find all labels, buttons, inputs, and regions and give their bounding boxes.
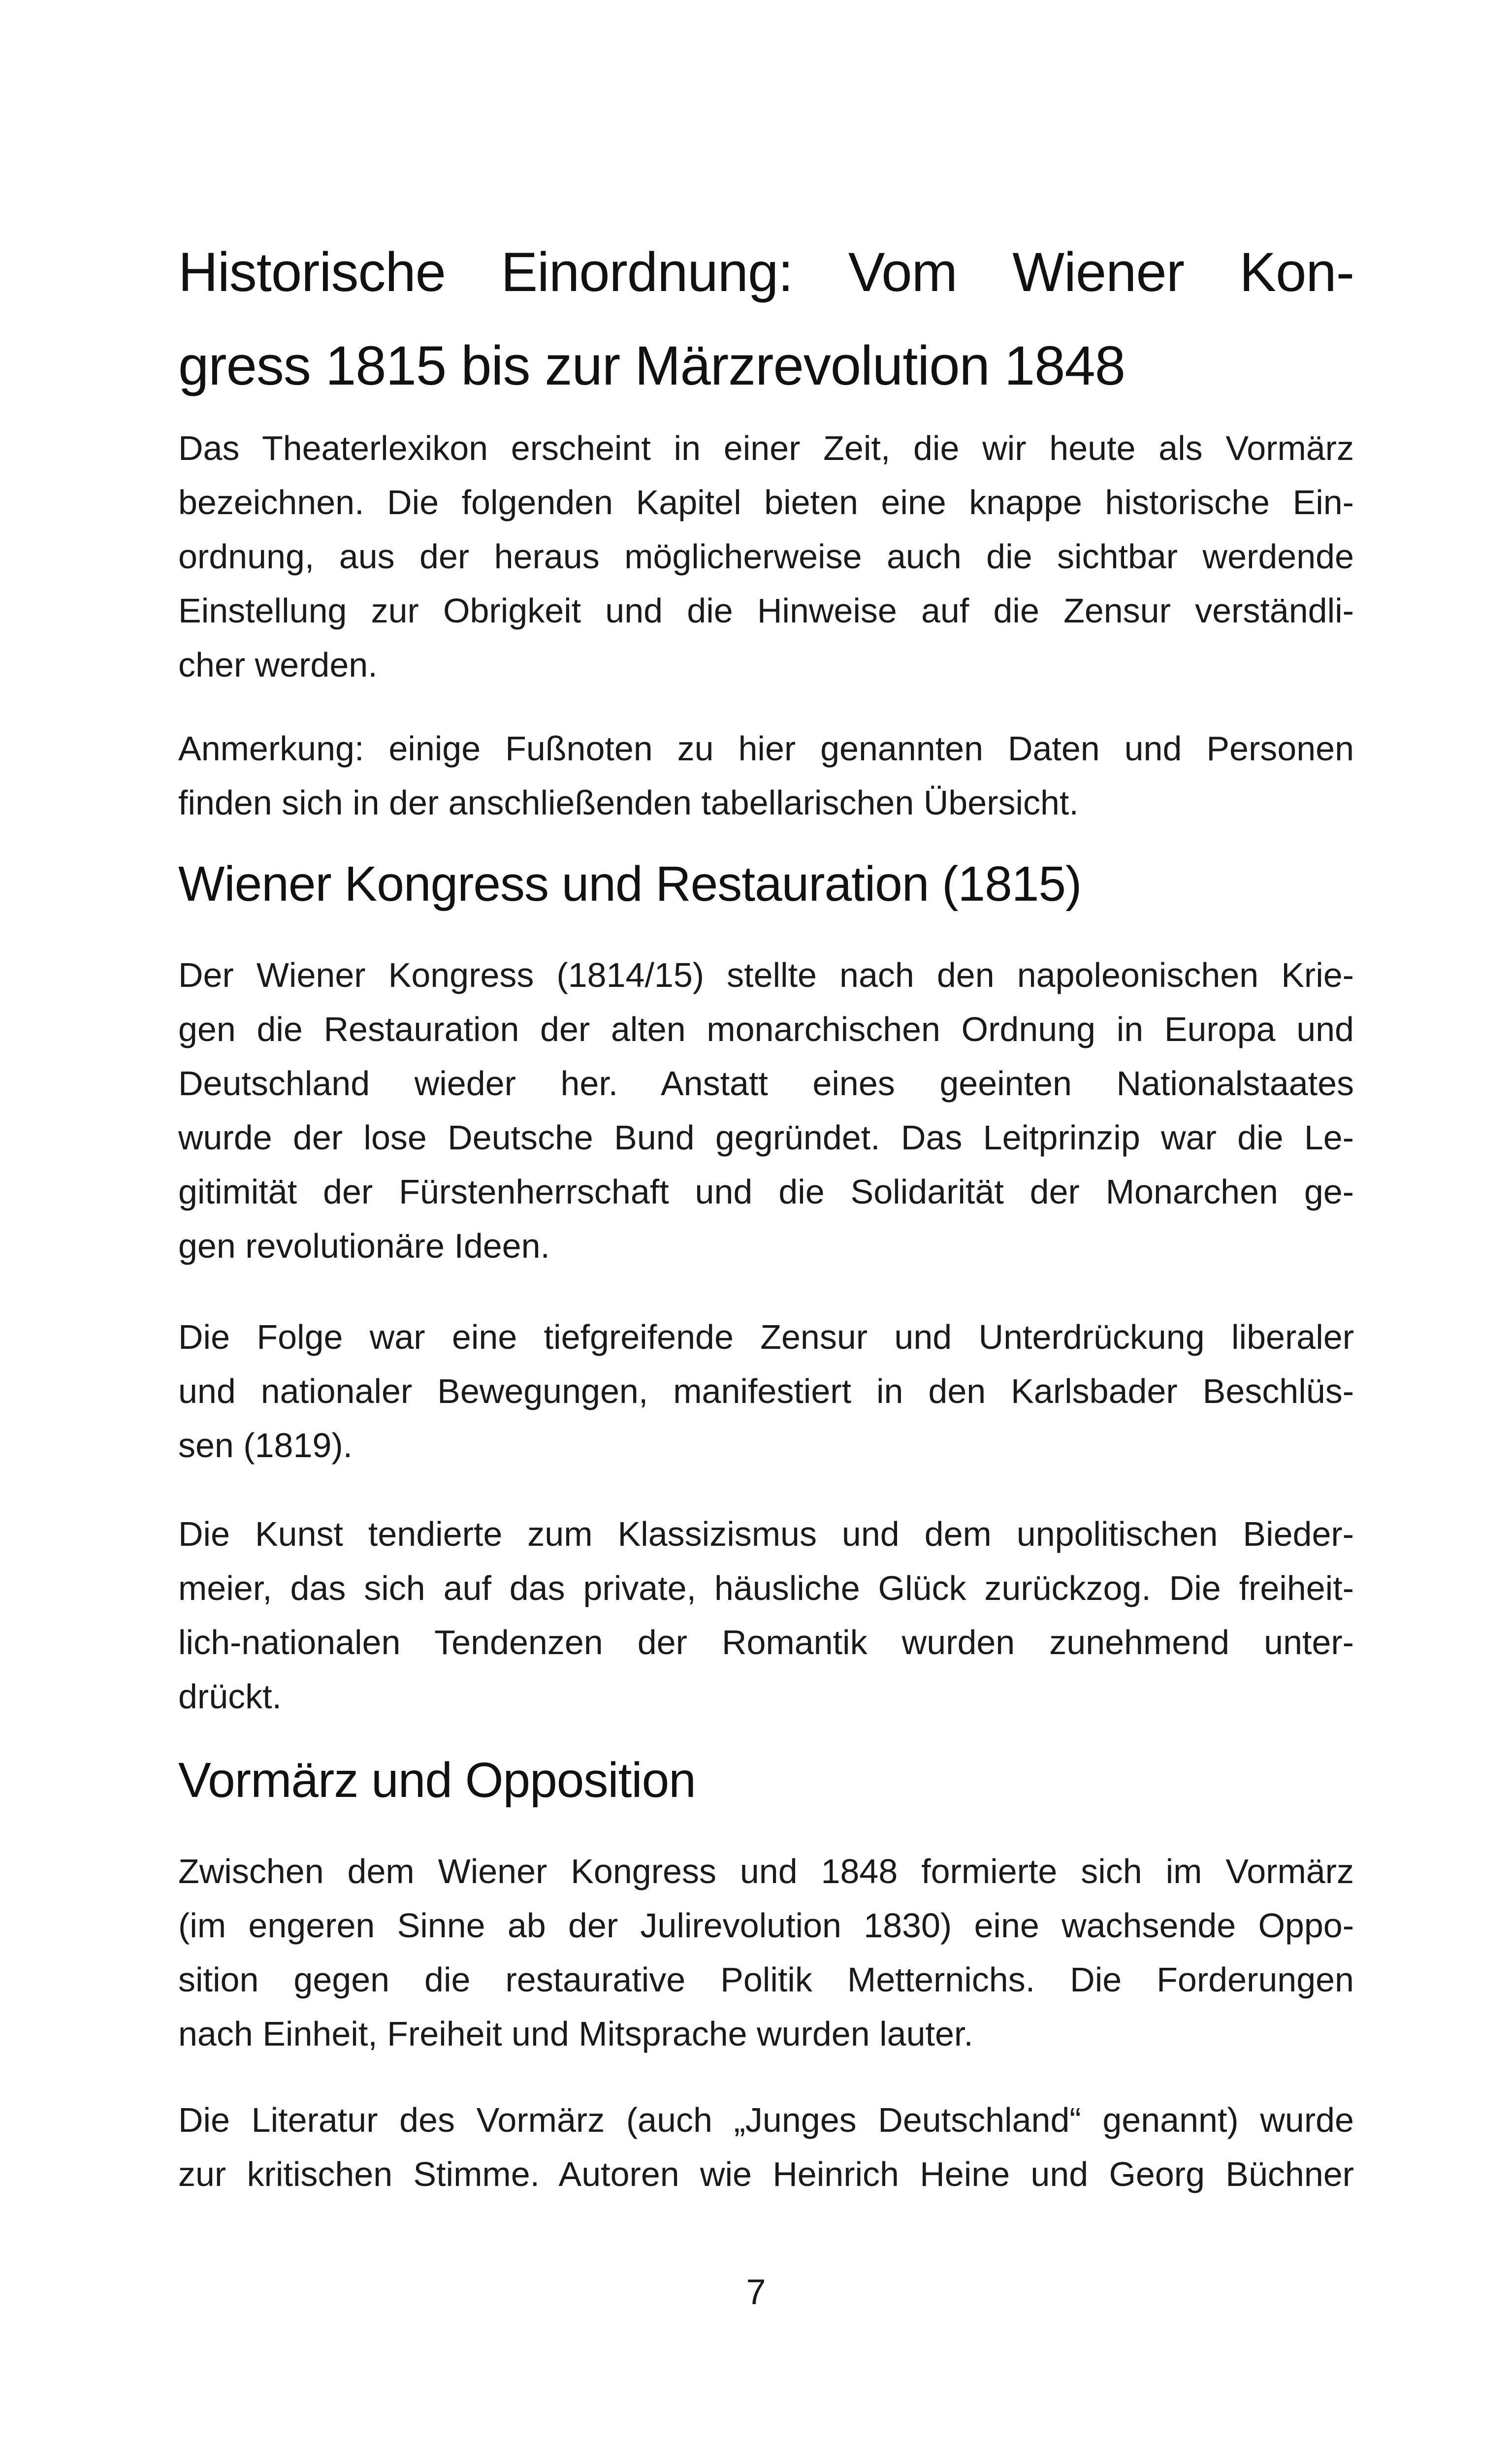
- text-line: bezeichnen. Die folgenden Kapitel bieten eine knappe historische Ein-: [178, 483, 1354, 521]
- text-line: finden sich in der anschließenden tabellarischen Übersicht.: [178, 783, 1079, 822]
- page-title-line-2: gress 1815 bis zur Märzrevolution 1848: [178, 335, 1126, 396]
- text-line: Das Theaterlexikon erscheint in einer Zeit, die wir heute als Vormärz: [178, 429, 1354, 467]
- section1-paragraph-2: [178, 1310, 1354, 1472]
- text-line: gen revolutionäre Ideen.: [178, 1227, 550, 1265]
- text-line: Anmerkung: einige Fußnoten zu hier genannten Daten und Personen: [178, 729, 1354, 768]
- note-paragraph: [178, 721, 1354, 830]
- page-title-line-1: Historische Einordnung: Vom Wiener Kon-: [178, 241, 1354, 303]
- text-line: und nationaler Bewegungen, manifestiert in den Karlsbader Beschlüs-: [178, 1372, 1354, 1410]
- section1-paragraph-1: [178, 948, 1354, 1273]
- text-line: Einstellung zur Obrigkeit und die Hinweise auf die Zensur verständli-: [178, 591, 1354, 630]
- page-title: [178, 226, 1354, 413]
- text-line: zur kritischen Stimme. Autoren wie Heinrich Heine und Georg Büchner: [178, 2155, 1354, 2193]
- text-line: drückt.: [178, 1677, 282, 1716]
- text-line: sen (1819).: [178, 1426, 353, 1465]
- text-line: lich-nationalen Tendenzen der Romantik wurden zunehmend unter-: [178, 1623, 1354, 1661]
- text-line: ordnung, aus der heraus möglicherweise auch die sichtbar werdende: [178, 537, 1354, 576]
- intro-paragraph: [178, 421, 1354, 692]
- section2-paragraph-1: [178, 1844, 1354, 2061]
- text-line: Zwischen dem Wiener Kongress und 1848 formierte sich im Vormärz: [178, 1852, 1354, 1890]
- text-line: gitimität der Fürstenherrschaft und die Solidarität der Monarchen ge-: [178, 1173, 1354, 1211]
- text-line: Der Wiener Kongress (1814/15) stellte nach den napoleonischen Krie-: [178, 956, 1354, 994]
- section-heading-restauration: Wiener Kongress und Restauration (1815): [178, 856, 1082, 912]
- text-line: meier, das sich auf das private, häusliche Glück zurückzog. Die freiheit-: [178, 1569, 1354, 1607]
- section2-paragraph-2: [178, 2093, 1354, 2201]
- text-line: sition gegen die restaurative Politik Metternichs. Die Forderungen: [178, 1960, 1354, 1999]
- text-line: Die Kunst tendierte zum Klassizismus und dem unpolitischen Bieder-: [178, 1515, 1354, 1553]
- section1-paragraph-3: [178, 1507, 1354, 1724]
- text-line: wurde der lose Deutsche Bund gegründet. Das Leitprinzip war die Le-: [178, 1118, 1354, 1157]
- text-line: gen die Restauration der alten monarchischen Ordnung in Europa und: [178, 1010, 1354, 1048]
- text-line: Deutschland wieder her. Anstatt eines geeinten Nationalstaates: [178, 1064, 1354, 1103]
- text-line: nach Einheit, Freiheit und Mitsprache wurden lauter.: [178, 2015, 973, 2053]
- page-number: 7: [746, 2273, 766, 2312]
- text-line: Die Literatur des Vormärz (auch „Junges Deutschland“ genannt) wurde: [178, 2101, 1354, 2139]
- text-line: Die Folge war eine tiefgreifende Zensur und Unterdrückung liberaler: [178, 1318, 1354, 1356]
- document-page: [178, 0, 1354, 2443]
- section-heading-vormaerz: Vormärz und Opposition: [178, 1753, 696, 1808]
- text-line: cher werden.: [178, 646, 378, 684]
- text-line: (im engeren Sinne ab der Julirevolution 1830) eine wachsende Oppo-: [178, 1906, 1354, 1945]
